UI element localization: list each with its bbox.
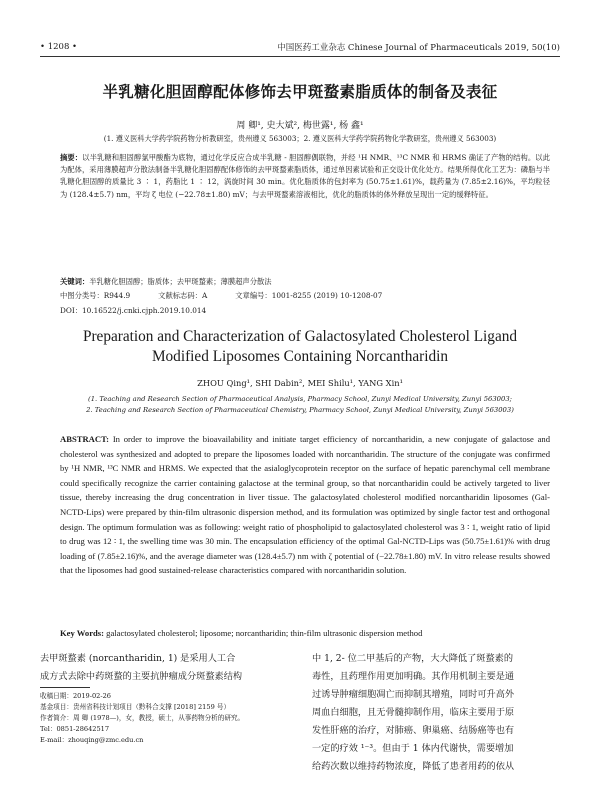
journal-name: 中国医药工业杂志 Chinese Journal of Pharmaceuticals 2019, 50(10): [277, 43, 560, 53]
body-left-line: 去甲斑蝥素 (norcantharidin, 1) 是采用人工合: [40, 653, 236, 664]
keywords-english-text: galactosylated cholesterol; liposome; norcantharidin; thin-film ultrasonic dispersion method: [106, 628, 423, 638]
body-right-line: 给药次数以维持药物浓度，降低了患者用药的依从: [312, 761, 515, 772]
footnote-tel: Tel：0851-28642517: [40, 725, 110, 733]
authors-english: ZHOU Qing¹, SHI Dabin², MEI Shilu¹, YANG Xin¹: [197, 378, 403, 388]
body-right-line: 毒性，且药理作用更加明确。其作用机制主要是通: [312, 671, 515, 682]
article-id: 文章编号：1001-8255 (2019) 10-1208-07: [235, 291, 383, 300]
footnote-received: 收稿日期：2019-02-26: [40, 692, 111, 700]
body-right-line: 发性肝癌的治疗，对肺癌、卵巢癌、结肠癌等也有: [312, 725, 515, 736]
body-left-column: [40, 650, 295, 686]
title-chinese: 半乳糖化胆固醇配体修饰去甲斑蝥素脂质体的制备及表征: [102, 83, 498, 101]
affiliation-english-2: 2. Teaching and Research Section of Pharmaceutical Chemistry, Pharmacy School, Zunyi Medical University, Zunyi 563003): [86, 406, 514, 414]
abstract-chinese-text: 以半乳糖和胆固醇氯甲酸酯为底物，通过化学反应合成半乳糖 - 胆固醇偶联物，并经 ¹H NMR、¹³C NMR 和 HRMS 确证了产物的结构。以此为配体，采用薄膜超声分散法制备半乳糖化胆固醇配体修饰的去甲斑蝥素脂质体，通过单因素试验和正交设计优化处方。结果所得优化工艺为：磷脂与半乳糖化胆固醇的质量比 3 ∶ 1，药脂比 1 ∶ 12，涡旋时间 30 min。优化脂质体的包封率为 (50.75±1.61)%，载药量为 (7.85±2.16)%，平均粒径为 (128.4±5.7) nm，平均 ζ 电位 (−22.78±1.80) mV；与去甲斑蝥素溶液相比，优化的脂质体的体外释放呈现出一定的缓释特征。: [60, 153, 550, 199]
body-left-line: 成方式去除中药斑蝥的主要抗肿瘤成分斑蝥素结构: [40, 671, 243, 682]
abstract-chinese: [60, 152, 550, 201]
footnote-email: E-mail：zhouqing@zmc.edu.cn: [40, 736, 144, 744]
abstract-chinese-label: 摘要：: [60, 153, 83, 162]
affiliation-english-1: (1. Teaching and Research Section of Pharmaceutical Analysis, Pharmacy School, Zunyi Medical University, Zunyi 563003;: [88, 395, 512, 403]
abstract-english: [60, 432, 550, 578]
page-number: • 1208 •: [40, 42, 78, 52]
abstract-english-label: ABSTRACT:: [60, 434, 110, 444]
body-right-line: 过诱导肿瘤细胞凋亡而抑制其增殖，同时可升高外: [312, 689, 515, 700]
keywords-english: [60, 628, 550, 638]
affiliation-chinese: (1. 遵义医科大学药学院药物分析教研室，贵州遵义 563003；2. 遵义医科大学药学院药物化学教研室，贵州遵义 563003): [103, 134, 497, 143]
body-right-line: 中 1, 2- 位二甲基后的产物，大大降低了斑蝥素的: [312, 653, 514, 664]
page-header: [40, 40, 560, 54]
body-right-line: 一定的疗效 ¹⁻³。但由于 1 体内代谢快，需要增加: [312, 743, 514, 754]
footnote-funding: 基金项目：贵州省科技计划项目（黔科合支撑 [2018] 2159 号）: [40, 703, 231, 711]
body-right-line: 周血白细胞，且无骨髓抑制作用，临床主要用于原: [312, 707, 515, 718]
keywords-chinese-label: 关键词：: [60, 277, 90, 286]
classification-row: [60, 291, 550, 301]
clc-number: 中图分类号：R944.9: [60, 291, 131, 300]
footnote-author: 作者简介：周 卿 (1978—)，女，教授，硕士，从事药物分析的研究。: [40, 714, 245, 722]
footnote-rule: [40, 687, 90, 688]
doi: DOI：10.16522/j.cnki.cjph.2019.10.014: [60, 306, 207, 315]
document-code: 文献标志码：A: [158, 291, 208, 300]
body-right-column: [312, 650, 562, 776]
keywords-chinese: [60, 277, 550, 287]
abstract-english-text: In order to improve the bioavailability and initiate target efficiency of norcantharidin, a new conjugate of galactose and cholesterol was synthesized and adopted to prepare the liposomes loaded with norcantharidin. The structure of the conjugate was confirmed by ¹H NMR, ¹³C NMR and HRMS. We expected that the asialoglycoprotein receptor on the surface of hepatic parenchymal cell membrane could specifically recognize the carrier containing galactose at the terminal group, so that norcantharidin could be actively targeted to liver tissue, thereby increasing the drug concentration in liver tissue. The galactosylated cholesterol modified norcantharidin liposomes (Gal-NCTD-Lips) were prepared by thin-film ultrasonic dispersion method, and its formulation was optimized by single factor test and orthogonal design. The optimum formulation was as following: weight ratio of phospholipid to galactosylated cholesterol was 3 ∶ 1, weight ratio of lipid to drug was 12 ∶ 1, the swelling time was 30 min. The encapsulation efficiency of the optimal Gal-NCTD-Lips was (50.75±1.61)% with drug loading of (7.85±2.16)%, and the average diameter was (128.4±5.7) nm with ζ potential of (−22.78±1.80) mV. In vitro release results showed that the liposomes had good sustained-release characteristics compared with norcantharidin solution.: [60, 434, 550, 576]
keywords-chinese-text: 半乳糖化胆固醇；脂质体；去甲斑蝥素；薄膜超声分散法: [89, 277, 272, 286]
authors-chinese: 周 卿¹, 史大斌², 梅世露¹, 杨 鑫¹: [236, 121, 364, 131]
keywords-english-label: Key Words:: [60, 628, 105, 638]
footnotes: [40, 691, 295, 746]
header-rule: [40, 56, 560, 57]
title-english: Preparation and Characterization of Galactosylated Cholesterol Ligand Modified Liposomes Containing Norcantharidin: [82, 328, 518, 365]
affiliations-english: [40, 394, 560, 416]
